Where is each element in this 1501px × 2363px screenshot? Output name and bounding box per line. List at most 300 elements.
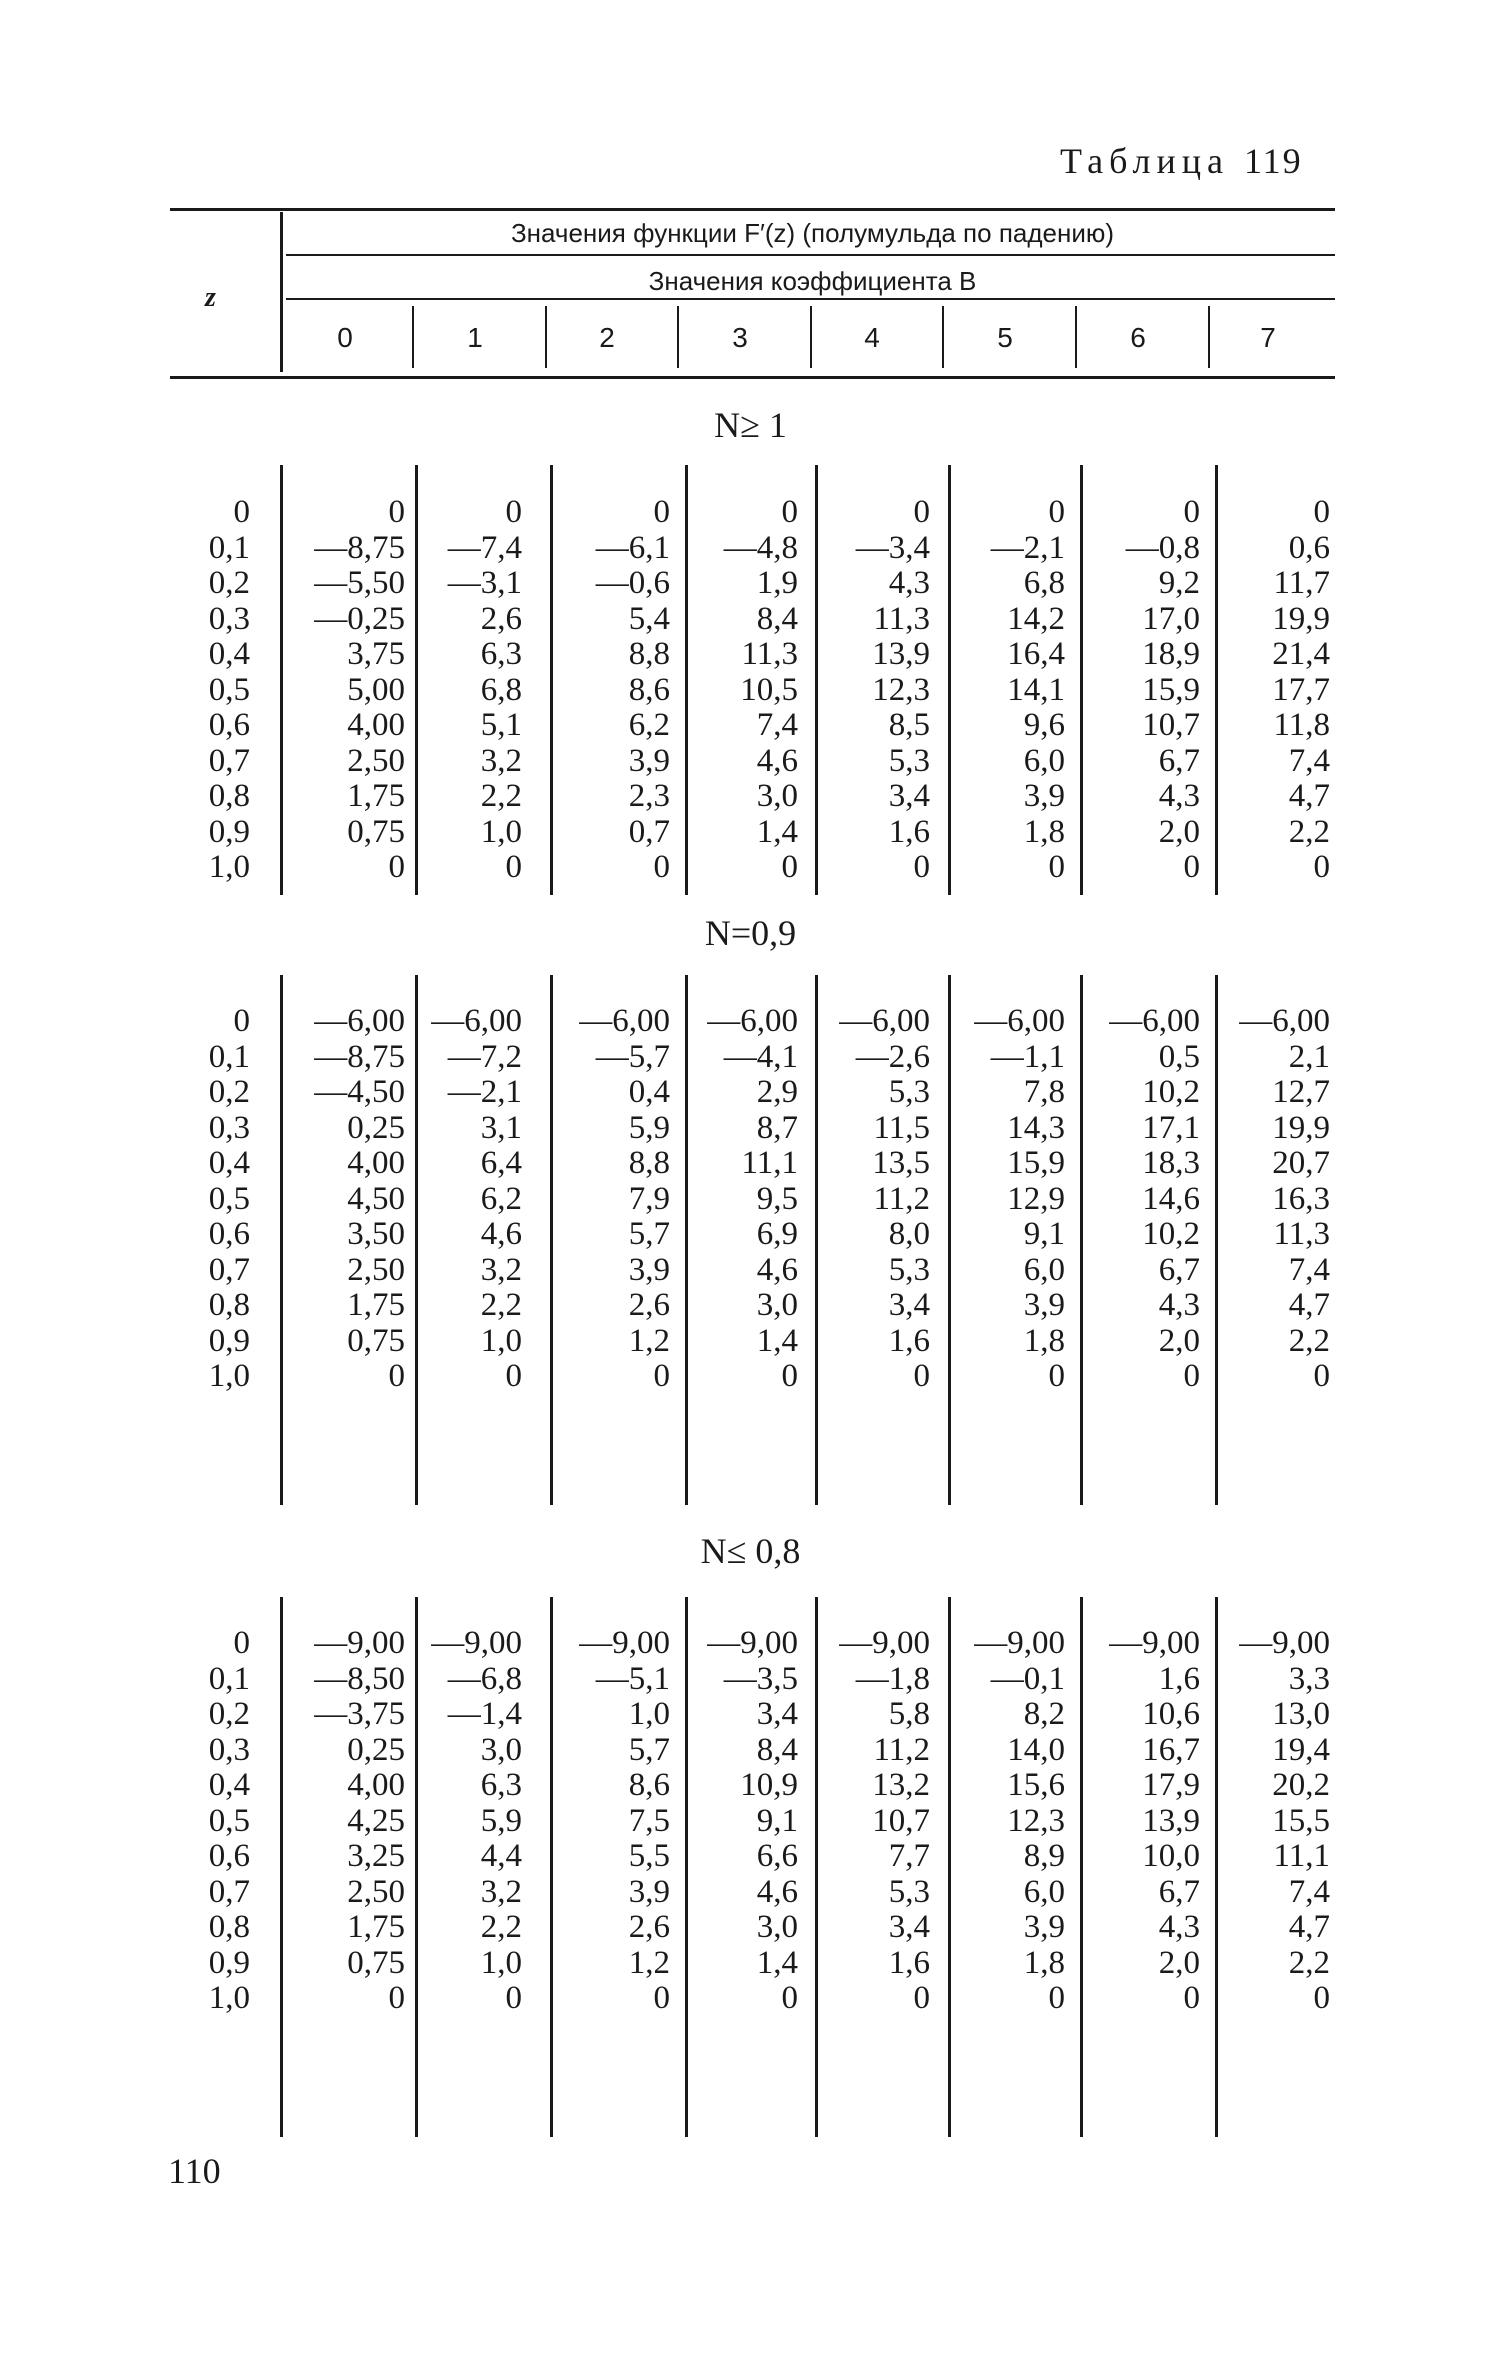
- header-bottom-rule: [170, 376, 1335, 379]
- table-cell: 3,2: [480, 742, 522, 779]
- table-cell: —6,00: [1109, 1003, 1200, 1039]
- table-cell: 0,6: [1288, 529, 1330, 566]
- table-cell: 3,0: [756, 778, 798, 814]
- table-cell: 2,2: [1288, 813, 1330, 850]
- z-value: 0,4: [208, 1145, 250, 1181]
- table-cell: —1,1: [990, 1038, 1065, 1075]
- table-cell: —7,2: [447, 1038, 522, 1075]
- z-value: 0,3: [208, 1109, 250, 1146]
- table-cell: 1,8: [1023, 1322, 1065, 1359]
- z-value: 0,2: [208, 1696, 250, 1732]
- table-cell: 7,7: [888, 1838, 930, 1874]
- table-cell: —7,4: [447, 529, 522, 566]
- table-cell: 3,9: [1023, 1287, 1065, 1323]
- table-cell: 0: [1313, 1980, 1330, 2016]
- z-value: 0,8: [208, 1287, 250, 1323]
- table-cell: 4,3: [1158, 1909, 1200, 1945]
- table-cell: 12,3: [872, 671, 930, 708]
- table-cell: —6,00: [974, 1003, 1065, 1039]
- table-cell: 5,3: [888, 1251, 930, 1288]
- z-value: 0,9: [208, 1944, 250, 1981]
- table-cell: 0: [1313, 849, 1330, 885]
- table-cell: 2,6: [480, 600, 522, 637]
- table-row: [0, 1003, 1501, 1039]
- table-cell: —3,1: [447, 565, 522, 601]
- z-value: 0,5: [208, 1180, 250, 1217]
- table-row: [0, 1323, 1501, 1359]
- table-cell: 14,1: [1007, 671, 1065, 708]
- table-cell: 16,3: [1272, 1180, 1330, 1217]
- table-cell: 0,75: [347, 1944, 405, 1981]
- table-cell: 4,3: [1158, 1287, 1200, 1323]
- table-cell: 5,8: [888, 1696, 930, 1732]
- table-cell: 3,0: [756, 1287, 798, 1323]
- table-cell: —3,4: [855, 529, 930, 566]
- table-cell: 4,6: [756, 742, 798, 779]
- table-cell: 0: [1313, 494, 1330, 530]
- table-cell: 10,7: [872, 1802, 930, 1839]
- b-header-divider: [810, 306, 812, 368]
- table-cell: 3,75: [347, 636, 405, 672]
- table-cell: 10,7: [1142, 707, 1200, 743]
- table-cell: —6,00: [1239, 1003, 1330, 1039]
- table-cell: —8,75: [314, 529, 405, 566]
- table-cell: 8,8: [628, 636, 670, 672]
- table-cell: 0,4: [628, 1074, 670, 1110]
- table-cell: 2,50: [347, 742, 405, 779]
- table-cell: 6,7: [1158, 1251, 1200, 1288]
- table-cell: —9,00: [707, 1625, 798, 1661]
- table-cell: 5,1: [480, 707, 522, 743]
- table-cell: 0: [781, 494, 798, 530]
- table-cell: 1,6: [888, 1944, 930, 1981]
- z-value: 0,1: [208, 1038, 250, 1075]
- b-header-divider: [677, 306, 679, 368]
- coefficient-title: Значения коэффициента B: [648, 266, 977, 296]
- table-cell: 8,8: [628, 1145, 670, 1181]
- table-cell: 2,2: [480, 778, 522, 814]
- table-cell: 15,9: [1142, 671, 1200, 708]
- table-cell: 0: [1183, 1980, 1200, 2016]
- table-cell: 4,00: [347, 1767, 405, 1803]
- table-row: [0, 1661, 1501, 1697]
- table-row: [0, 1909, 1501, 1945]
- table-cell: 8,9: [1023, 1838, 1065, 1874]
- table-cell: 1,75: [347, 1909, 405, 1945]
- table-cell: 20,2: [1272, 1767, 1330, 1803]
- table-cell: 0: [653, 1980, 670, 2016]
- table-cell: 0,25: [347, 1109, 405, 1146]
- table-cell: 17,1: [1142, 1109, 1200, 1146]
- table-cell: 1,6: [1158, 1660, 1200, 1697]
- table-cell: 6,7: [1158, 1873, 1200, 1910]
- b-value-header-2: 2: [599, 322, 615, 353]
- table-cell: 3,3: [1288, 1660, 1330, 1697]
- table-cell: —0,25: [314, 600, 405, 637]
- z-value: 0,7: [208, 742, 250, 779]
- table-cell: 4,7: [1288, 1287, 1330, 1323]
- table-row: [0, 1074, 1501, 1110]
- table-cell: 2,50: [347, 1873, 405, 1910]
- z-value: 0,1: [208, 1660, 250, 1697]
- table-cell: 0: [653, 494, 670, 530]
- table-cell: —1,4: [447, 1696, 522, 1732]
- z-value: 0,5: [208, 671, 250, 708]
- table-cell: 2,6: [628, 1287, 670, 1323]
- table-row: [0, 1145, 1501, 1181]
- table-cell: 8,7: [756, 1109, 798, 1146]
- table-cell: 3,0: [756, 1909, 798, 1945]
- table-cell: —9,00: [839, 1625, 930, 1661]
- table-cell: —9,00: [1109, 1625, 1200, 1661]
- b-value-header-5: 5: [997, 322, 1013, 353]
- table-cell: 9,5: [756, 1180, 798, 1217]
- table-cell: 3,4: [888, 778, 930, 814]
- z-value: 0,3: [208, 1731, 250, 1768]
- table-cell: 20,7: [1272, 1145, 1330, 1181]
- table-cell: —6,00: [431, 1003, 522, 1039]
- table-row: [0, 778, 1501, 814]
- z-value: 0,6: [208, 1838, 250, 1874]
- table-cell: 3,9: [1023, 1909, 1065, 1945]
- table-cell: 2,2: [1288, 1322, 1330, 1359]
- table-cell: —9,00: [431, 1625, 522, 1661]
- table-cell: 10,6: [1142, 1696, 1200, 1732]
- table-cell: 4,50: [347, 1180, 405, 1217]
- table-cell: 11,8: [1273, 707, 1330, 743]
- table-row: [0, 1110, 1501, 1146]
- table-cell: 15,5: [1272, 1802, 1330, 1839]
- z-value: 0,2: [208, 1074, 250, 1110]
- header-sub-rule: [286, 298, 1335, 300]
- z-value: 0,8: [208, 778, 250, 814]
- table-cell: 14,0: [1007, 1731, 1065, 1768]
- table-cell: —4,8: [723, 529, 798, 566]
- z-value: 0,6: [208, 707, 250, 743]
- z-value: 0,9: [208, 1322, 250, 1359]
- table-cell: 0: [505, 1980, 522, 2016]
- table-cell: 0: [913, 494, 930, 530]
- table-cell: 0: [388, 1358, 405, 1394]
- table-cell: 16,7: [1142, 1731, 1200, 1768]
- table-cell: 3,4: [888, 1909, 930, 1945]
- table-cell: 0,25: [347, 1731, 405, 1768]
- table-cell: 0: [388, 494, 405, 530]
- table-cell: 6,4: [480, 1145, 522, 1181]
- table-cell: 5,3: [888, 742, 930, 779]
- table-row: [0, 707, 1501, 743]
- table-cell: 2,2: [480, 1909, 522, 1945]
- table-cell: —8,75: [314, 1038, 405, 1075]
- table-cell: —6,00: [839, 1003, 930, 1039]
- table-cell: 5,4: [628, 600, 670, 637]
- table-cell: 5,5: [628, 1838, 670, 1874]
- table-cell: 8,5: [888, 707, 930, 743]
- section-title: N≥ 1: [714, 405, 787, 445]
- table-cell: 3,4: [756, 1696, 798, 1732]
- table-cell: 6,2: [480, 1180, 522, 1217]
- table-cell: 14,3: [1007, 1109, 1065, 1146]
- table-cell: 10,0: [1142, 1838, 1200, 1874]
- table-cell: 9,1: [756, 1802, 798, 1839]
- table-cell: —2,1: [447, 1074, 522, 1110]
- table-cell: 3,9: [1023, 778, 1065, 814]
- table-cell: 11,3: [1273, 1216, 1330, 1252]
- z-value: 1,0: [208, 849, 250, 885]
- table-cell: 17,9: [1142, 1767, 1200, 1803]
- table-cell: 5,3: [888, 1873, 930, 1910]
- table-cell: 19,4: [1272, 1731, 1330, 1768]
- table-cell: 12,9: [1007, 1180, 1065, 1217]
- table-cell: 2,1: [1288, 1038, 1330, 1075]
- table-cell: 6,2: [628, 707, 670, 743]
- table-cell: 0: [913, 1358, 930, 1394]
- table-cell: —5,50: [314, 565, 405, 601]
- table-row: [0, 494, 1501, 530]
- table-row: [0, 1696, 1501, 1732]
- table-cell: 6,3: [480, 636, 522, 672]
- table-row: [0, 1181, 1501, 1217]
- table-cell: —6,1: [595, 529, 670, 566]
- table-row: [0, 1838, 1501, 1874]
- table-cell: —0,1: [990, 1660, 1065, 1697]
- table-cell: 3,2: [480, 1251, 522, 1288]
- table-cell: 0: [505, 1358, 522, 1394]
- table-cell: 3,1: [480, 1109, 522, 1146]
- table-cell: 1,2: [628, 1944, 670, 1981]
- z-value: 0: [233, 1625, 250, 1661]
- table-cell: 2,6: [628, 1909, 670, 1945]
- z-value: 0,1: [208, 529, 250, 566]
- table-cell: 7,4: [1288, 1873, 1330, 1910]
- table-row: [0, 530, 1501, 566]
- table-cell: 10,9: [740, 1767, 798, 1803]
- table-cell: 0: [781, 1980, 798, 2016]
- table-row: [0, 1980, 1501, 2016]
- table-cell: 2,9: [756, 1074, 798, 1110]
- z-value: 0,4: [208, 636, 250, 672]
- table-cell: 6,8: [1023, 565, 1065, 601]
- b-header-divider: [412, 306, 414, 368]
- table-cell: —5,7: [595, 1038, 670, 1075]
- table-cell: 11,3: [741, 636, 798, 672]
- table-cell: 1,8: [1023, 813, 1065, 850]
- z-value: 0,3: [208, 600, 250, 637]
- table-cell: 10,2: [1142, 1216, 1200, 1252]
- table-cell: 8,4: [756, 1731, 798, 1768]
- table-cell: 6,9: [756, 1216, 798, 1252]
- table-cell: 4,3: [1158, 778, 1200, 814]
- table-cell: 0: [505, 494, 522, 530]
- header-top-rule: [170, 208, 1335, 211]
- table-cell: 3,9: [628, 1251, 670, 1288]
- table-cell: 0,5: [1158, 1038, 1200, 1075]
- table-cell: 0: [505, 849, 522, 885]
- table-cell: 8,6: [628, 1767, 670, 1803]
- table-cell: 0: [1313, 1358, 1330, 1394]
- table-cell: 1,75: [347, 778, 405, 814]
- table-cell: 6,0: [1023, 1251, 1065, 1288]
- z-value: 1,0: [208, 1358, 250, 1394]
- table-cell: 4,6: [480, 1216, 522, 1252]
- table-cell: 10,5: [740, 671, 798, 708]
- table-cell: 17,0: [1142, 600, 1200, 637]
- table-cell: 5,3: [888, 1074, 930, 1110]
- table-cell: —9,00: [974, 1625, 1065, 1661]
- table-cell: 4,00: [347, 1145, 405, 1181]
- table-cell: 2,0: [1158, 813, 1200, 850]
- table-row: [0, 1803, 1501, 1839]
- table-cell: 4,7: [1288, 778, 1330, 814]
- table-cell: 3,50: [347, 1216, 405, 1252]
- table-cell: 18,3: [1142, 1145, 1200, 1181]
- header-z-divider: [280, 212, 283, 372]
- table-row: [0, 849, 1501, 885]
- table-cell: —6,00: [314, 1003, 405, 1039]
- table-cell: 19,9: [1272, 1109, 1330, 1146]
- table-cell: 13,9: [872, 636, 930, 672]
- table-cell: 14,2: [1007, 600, 1065, 637]
- table-cell: 5,9: [628, 1109, 670, 1146]
- table-cell: 0: [653, 849, 670, 885]
- table-cell: 11,2: [873, 1731, 930, 1768]
- table-cell: 13,9: [1142, 1802, 1200, 1839]
- table-cell: —3,75: [314, 1696, 405, 1732]
- table-row: [0, 1358, 1501, 1394]
- table-cell: 1,75: [347, 1287, 405, 1323]
- z-value: 0,8: [208, 1909, 250, 1945]
- table-row: [0, 1039, 1501, 1075]
- table-row: [0, 672, 1501, 708]
- table-cell: 1,2: [628, 1322, 670, 1359]
- table-cell: 5,7: [628, 1216, 670, 1252]
- table-row: [0, 601, 1501, 637]
- table-cell: 2,3: [628, 778, 670, 814]
- table-cell: 11,1: [741, 1145, 798, 1181]
- table-cell: 2,0: [1158, 1322, 1200, 1359]
- table-cell: 0: [781, 849, 798, 885]
- header-mid-rule: [286, 254, 1335, 256]
- z-value: 0,6: [208, 1216, 250, 1252]
- b-value-header-6: 6: [1130, 322, 1146, 353]
- table-cell: 0: [781, 1358, 798, 1394]
- table-cell: —9,00: [579, 1625, 670, 1661]
- table-cell: 0: [388, 1980, 405, 2016]
- table-cell: 4,6: [756, 1873, 798, 1910]
- table-cell: 8,0: [888, 1216, 930, 1252]
- table-cell: 6,8: [480, 671, 522, 708]
- table-cell: 1,4: [756, 1944, 798, 1981]
- table-cell: 7,9: [628, 1180, 670, 1217]
- table-row: [0, 1287, 1501, 1323]
- table-cell: 18,9: [1142, 636, 1200, 672]
- table-cell: 1,6: [888, 813, 930, 850]
- table-cell: 8,4: [756, 600, 798, 637]
- table-cell: —9,00: [1239, 1625, 1330, 1661]
- table-cell: 8,6: [628, 671, 670, 708]
- table-cell: 14,6: [1142, 1180, 1200, 1217]
- table-cell: 0,7: [628, 813, 670, 850]
- page-number: 110: [168, 2151, 221, 2191]
- table-row: [0, 1767, 1501, 1803]
- b-value-header-0: 0: [337, 322, 353, 353]
- section-title: N=0,9: [704, 913, 797, 953]
- table-cell: 6,7: [1158, 742, 1200, 779]
- table-cell: —0,6: [595, 565, 670, 601]
- table-cell: 15,6: [1007, 1767, 1065, 1803]
- table-cell: 9,1: [1023, 1216, 1065, 1252]
- table-cell: —3,5: [723, 1660, 798, 1697]
- table-cell: —8,50: [314, 1660, 405, 1697]
- b-value-header-3: 3: [732, 322, 748, 353]
- table-cell: 7,4: [756, 707, 798, 743]
- table-cell: 11,2: [873, 1180, 930, 1217]
- table-row: [0, 814, 1501, 850]
- table-cell: —6,8: [447, 1660, 522, 1697]
- table-cell: 0: [1048, 849, 1065, 885]
- table-cell: —9,00: [314, 1625, 405, 1661]
- z-value: 0,7: [208, 1251, 250, 1288]
- table-cell: 1,0: [628, 1696, 670, 1732]
- table-cell: 13,5: [872, 1145, 930, 1181]
- b-value-header-7: 7: [1260, 322, 1276, 353]
- table-cell: 0: [913, 1980, 930, 2016]
- table-cell: 6,0: [1023, 742, 1065, 779]
- table-cell: 1,4: [756, 813, 798, 850]
- table-cell: 21,4: [1272, 636, 1330, 672]
- table-cell: 7,4: [1288, 742, 1330, 779]
- table-row: [0, 1732, 1501, 1768]
- table-cell: 0: [1048, 1980, 1065, 2016]
- z-value: 0,9: [208, 813, 250, 850]
- table-row: [0, 1252, 1501, 1288]
- table-cell: 6,6: [756, 1838, 798, 1874]
- table-cell: 7,4: [1288, 1251, 1330, 1288]
- table-cell: 1,9: [756, 565, 798, 601]
- table-cell: 0: [1183, 1358, 1200, 1394]
- table-cell: 5,7: [628, 1731, 670, 1768]
- table-cell: 15,9: [1007, 1145, 1065, 1181]
- z-value: 0,5: [208, 1802, 250, 1839]
- table-cell: 4,7: [1288, 1909, 1330, 1945]
- table-cell: 4,00: [347, 707, 405, 743]
- table-cell: —1,8: [855, 1660, 930, 1697]
- table-cell: 0: [388, 849, 405, 885]
- b-header-divider: [545, 306, 547, 368]
- table-row: [0, 1625, 1501, 1661]
- b-header-divider: [1208, 306, 1210, 368]
- table-cell: 13,0: [1272, 1696, 1330, 1732]
- z-value: 1,0: [208, 1980, 250, 2016]
- table-row: [0, 565, 1501, 601]
- table-cell: 5,9: [480, 1802, 522, 1839]
- table-cell: 2,0: [1158, 1944, 1200, 1981]
- table-cell: 1,4: [756, 1322, 798, 1359]
- table-row: [0, 636, 1501, 672]
- table-cell: 4,25: [347, 1802, 405, 1839]
- z-value: 0,4: [208, 1767, 250, 1803]
- table-cell: 2,2: [1288, 1944, 1330, 1981]
- table-row: [0, 743, 1501, 779]
- table-cell: 1,6: [888, 1322, 930, 1359]
- table-cell: 8,2: [1023, 1696, 1065, 1732]
- z-value: 0,7: [208, 1873, 250, 1910]
- table-cell: 6,0: [1023, 1873, 1065, 1910]
- table-cell: 4,6: [756, 1251, 798, 1288]
- b-value-header-1: 1: [467, 322, 483, 353]
- table-cell: 3,0: [480, 1731, 522, 1768]
- table-cell: 1,8: [1023, 1944, 1065, 1981]
